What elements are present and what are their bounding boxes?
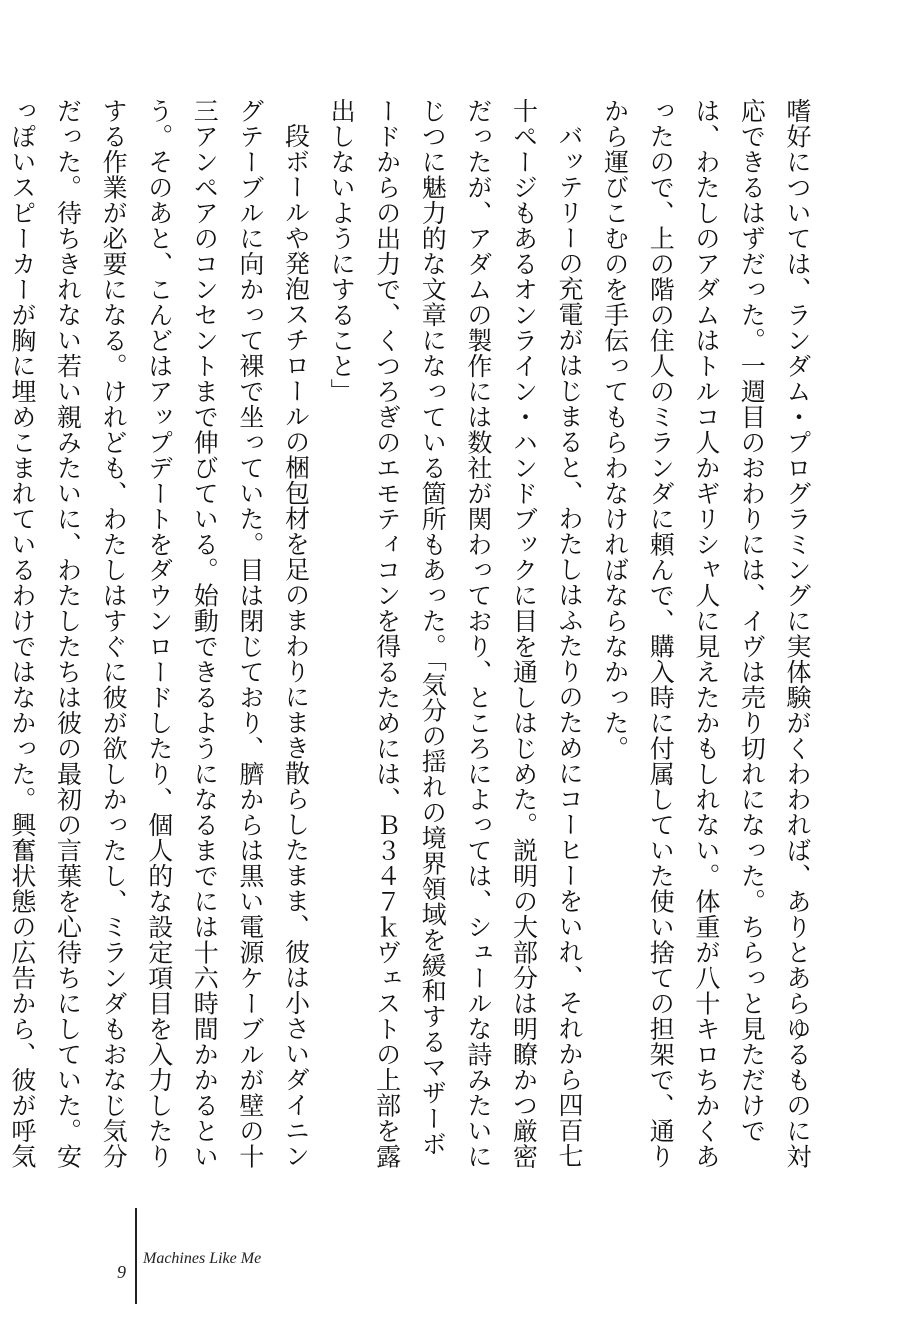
paragraph-2: バッテリーの充電がはじまると、わたしはふたりのためにコーヒーをいれ、それから四百七十ページもあるオンライン・ハンドブックに目を通しはじめた。説明の大部分は明瞭かつ厳密だったが、アダムの製作には数社が関わっており、ところによっては、シュールな詩みたいにじつに魅力的な文章になっている箇所もあった。「気分の揺れの境界領域を緩和するマザーボードからの出力で、くつろぎのエモティコンを得るためには、Ｂ３４７ｋヴェストの上部を露出しないようにすること」 — [327, 98, 585, 1169]
page-number: 9 — [117, 1262, 126, 1282]
paragraph-1: 嗜好については、ランダム・プログラミングに実体験がくわわれば、ありとあらゆるものに対応できるはずだった。一週目のおわりには、イヴは売り切れになった。ちらっと見ただけでは、わたしのアダムはトルコ人かギリシャ人に見えたかもしれない。体重が八十キロちかくあったので、上の階の住人のミランダに頼んで、購入時に付属していた使い捨ての担架で、通りから運びこむのを手伝ってもらわなければならなかった。 — [600, 98, 812, 1169]
footer-rule — [135, 1208, 137, 1304]
body-text — [7, 98, 820, 1178]
running-title: Machines Like Me — [143, 1250, 262, 1267]
paragraph-3: 段ボールや発泡スチロールの梱包材を足のまわりにまき散らしたまま、彼は小さいダイニングテーブルに向かって裸で坐っていた。目は閉じており、臍からは黒い電源ケーブルが壁の十三アンペアのコンセントまで伸びている。始動できるようになるまでには十六時間かかるという。そのあと、こんどはアップデートをダウンロードしたり、個人的な設定項目を入力したりする作業が必要になる。けれども、わたしはすぐに彼が欲しかったし、ミランダもおなじ気分だった。待ちきれない若い親みたいに、わたしたちは彼の最初の言葉を心待ちにしていた。安っぽいスピーカーが胸に埋めこまれているわけではなかった。興奮状態の広告から、彼が呼気 — [7, 98, 311, 1169]
